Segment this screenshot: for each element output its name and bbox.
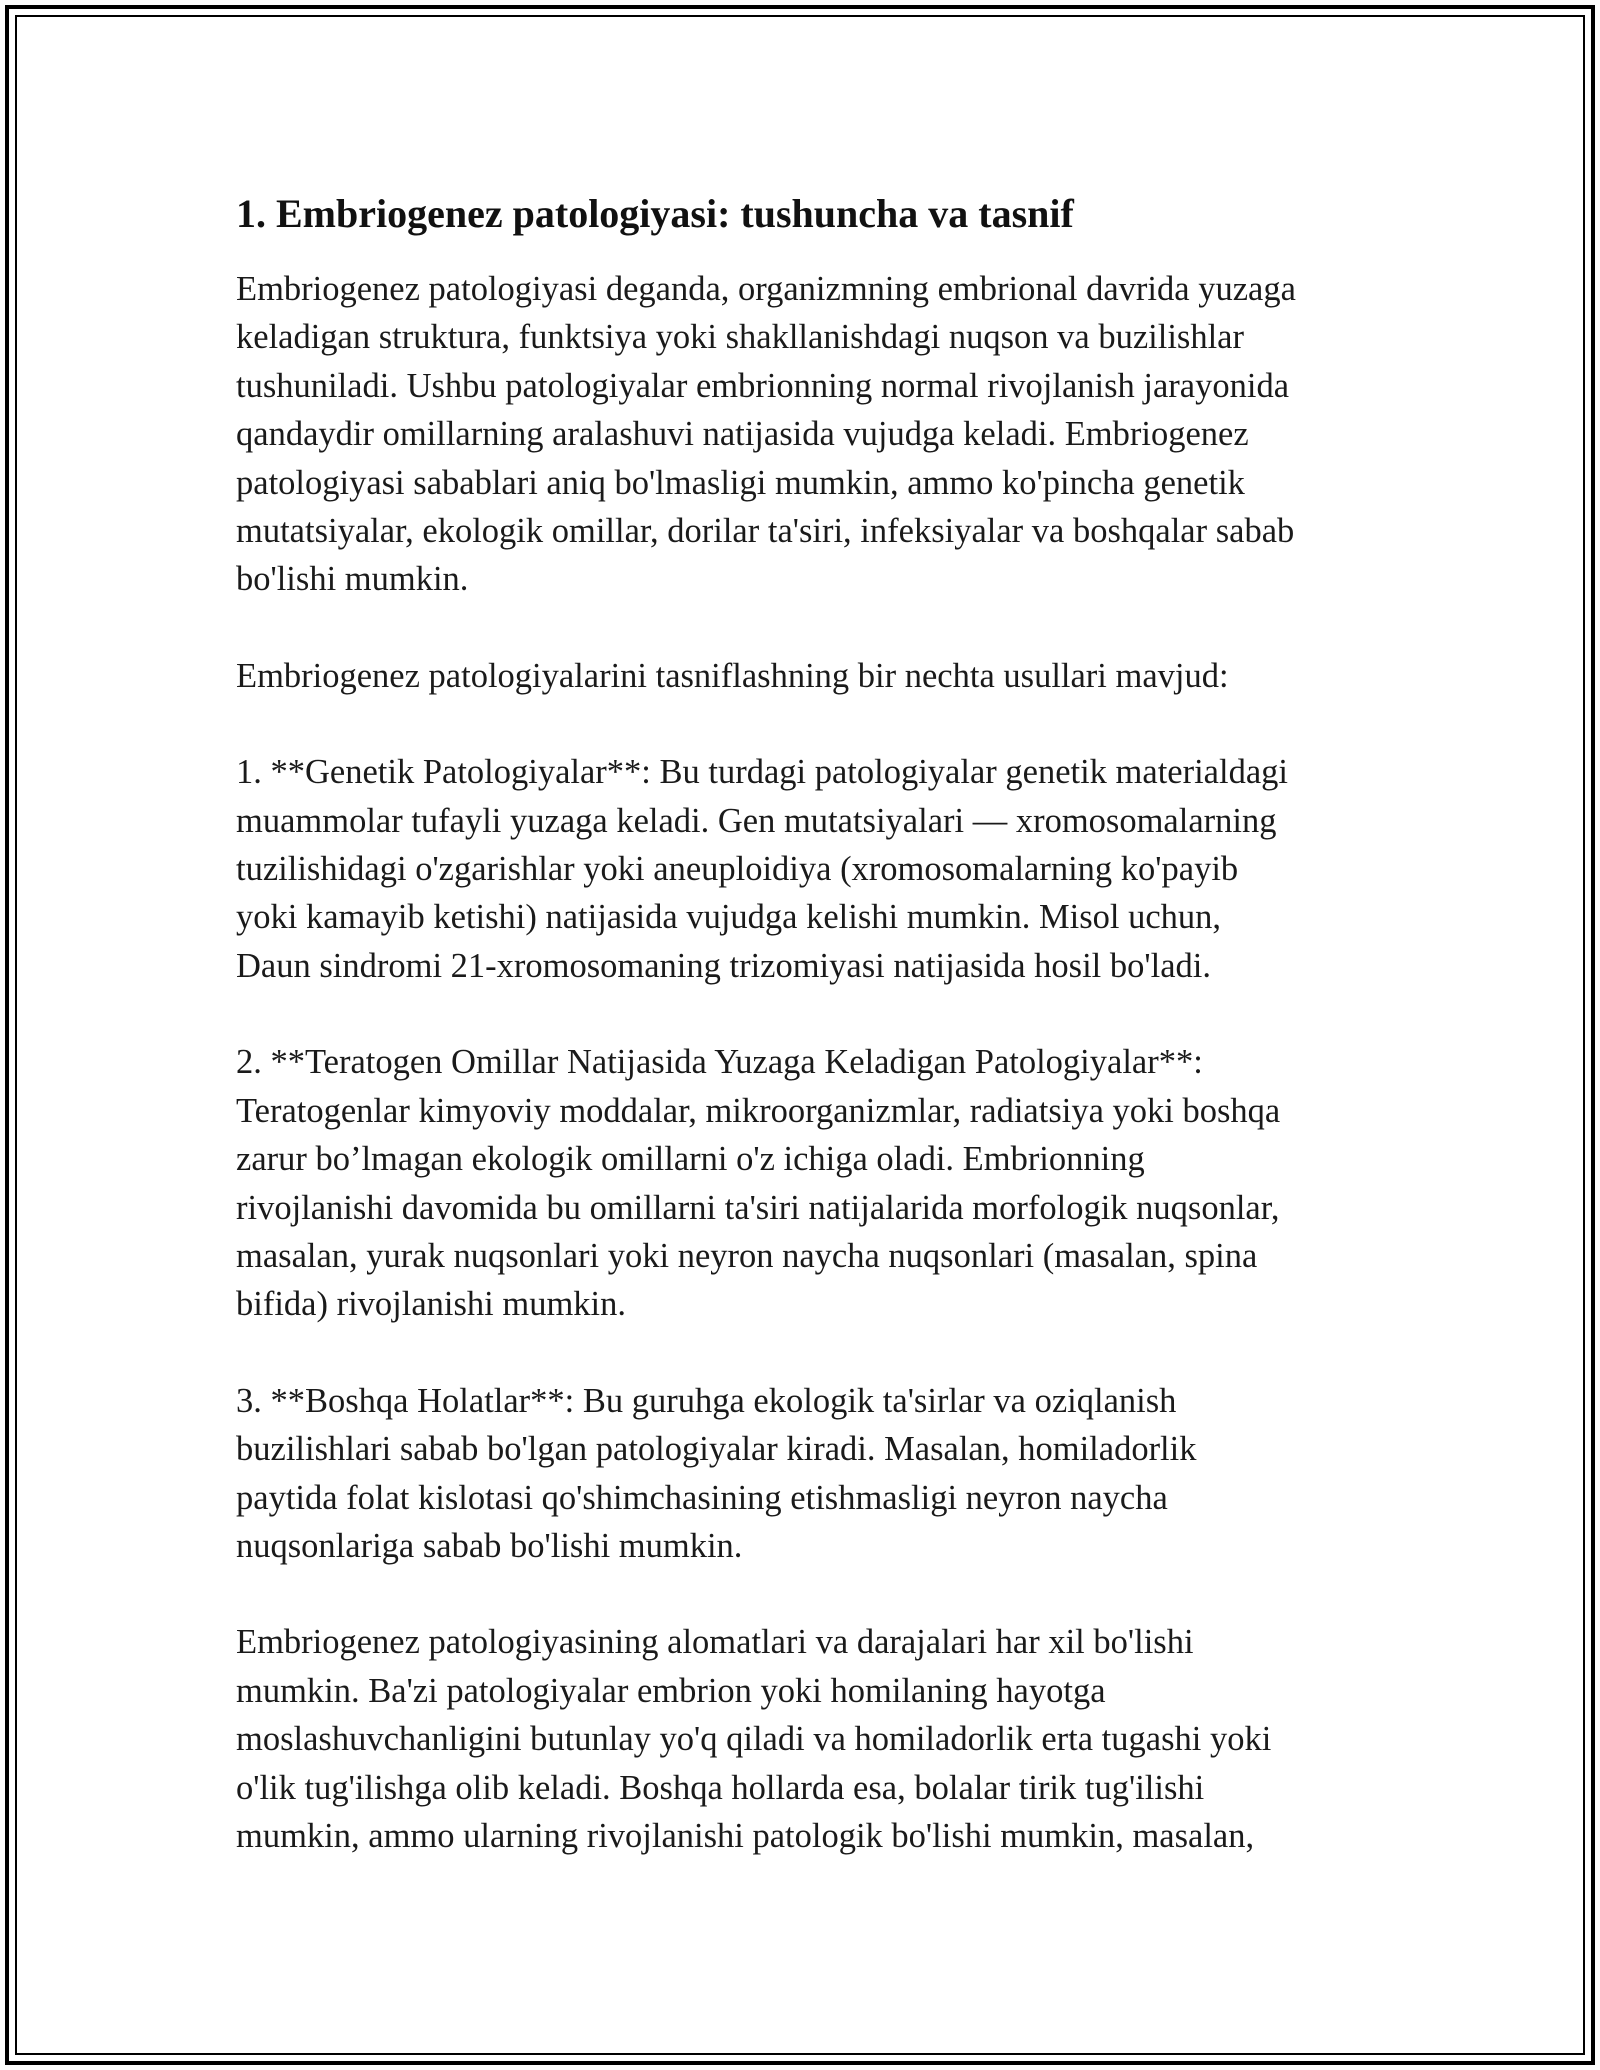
- document-page: [236, 185, 1396, 1908]
- paragraph-classification-intro: Embriogenez patologiyalarini tasniflashning bir nechta usullari mavjud:: [236, 656, 1229, 695]
- paragraph-teratogenic-pathologies: 2. **Teratogen Omillar Natijasida Yuzaga Keladigan Patologiyalar**: Teratogenlar kimyoviy moddalar, mikroorganizmlar, radiatsiya yoki boshqa zarur bo’lmagan ekologik omillarni o'z ichiga oladi. Embrionning rivojlanishi davomida bu omillarni ta'siri natijalarida morfologik nuqsonlar, masalan, yurak nuqsonlari yoki neyron naycha nuqsonlari (masalan, spina bifida) rivojlanishi mumkin.: [236, 1043, 1281, 1324]
- paragraph-genetic-pathologies: 1. **Genetik Patologiyalar**: Bu turdagi patologiyalar genetik materialdagi muammolar tufayli yuzaga keladi. Gen mutatsiyalari — xromosomalarning tuzilishidagi o'zgarishlar yoki aneuploidiya (xromosomalarning ko'payib yoki kamayib ketishi) natijasida vujudga kelishi mumkin. Misol uchun, Daun sindromi 21-xromosomaning trizomiyasi natijasida hosil bo'ladi.: [236, 753, 1288, 985]
- paragraph-symptoms: Embriogenez patologiyasining alomatlari va darajalari har xil bo'lishi mumkin. Ba'zi patologiyalar embrion yoki homilaning hayotga moslashuvchanligini butunlay yo'q qiladi va homiladorlik erta tugashi yoki o'lik tug'ilishga olib keladi. Boshqa hollarda esa, bolalar tirik tug'ilishi mumkin, ammo ularning rivojlanishi patologik bo'lishi mumkin, masalan,: [236, 1623, 1272, 1855]
- paragraph-definition: Embriogenez patologiyasi deganda, organizmning embrional davrida yuzaga keladigan struktura, funktsiya yoki shakllanishdagi nuqson va buzilishlar tushuniladi. Ushbu patologiyalar embrionning normal rivojlanish jarayonida qandaydir omillarning aralashuvi natijasida vujudga keladi. Embriogenez patologiyasi sabablari aniq bo'lmasligi mumkin, ammo ko'pincha genetik mutatsiyalar, ekologik omillar, dorilar ta'siri, infeksiyalar va boshqalar sabab bo'lishi mumkin.: [236, 270, 1296, 599]
- paragraph-other-conditions: 3. **Boshqa Holatlar**: Bu guruhga ekologik ta'sirlar va oziqlanish buzilishlari sabab bo'lgan patologiyalar kiradi. Masalan, homiladorlik paytida folat kislotasi qo'shimchasining etishmasligi neyron naycha nuqsonlariga sabab bo'lishi mumkin.: [236, 1381, 1197, 1565]
- section-title: 1. Embriogenez patologiyasi: tushuncha va tasnif: [236, 191, 1074, 236]
